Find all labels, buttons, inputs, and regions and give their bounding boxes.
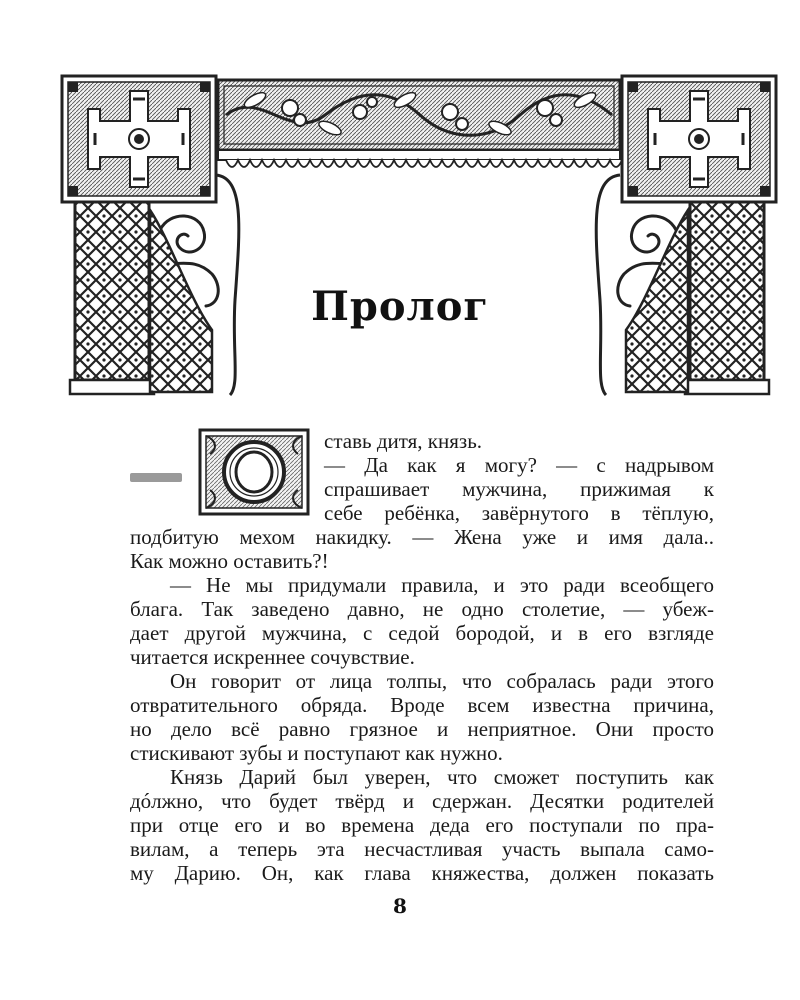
drop-cap-initial: [198, 428, 310, 516]
body-line: му Дарию. Он, как глава княжества, должен показать: [130, 861, 714, 885]
body-line: вилам, а теперь эта несчастливая участь выпала само-: [130, 837, 714, 861]
page-number: 8: [393, 894, 407, 918]
body-line: читается искреннее сочувствие.: [130, 645, 415, 669]
body-line: при отце его и во времена деда его поступали по пра-: [130, 813, 714, 837]
body-line: Как можно оставить?!: [130, 549, 329, 573]
body-line: Князь Дарий был уверен, что сможет поступить как: [170, 765, 714, 789]
body-line: — Да как я могу? — с надрывом: [324, 453, 714, 477]
left-corner-cross-block: [62, 76, 216, 202]
body-line: Он говорит от лица толпы, что собралась ради этого: [170, 669, 714, 693]
body-line: подбитую мехом накидку. — Жена уже и имя дала..: [130, 525, 714, 549]
right-corner-cross-block: [622, 76, 776, 202]
ornamental-arch-frame: [0, 0, 800, 400]
body-line: стискивают зубы и поступают как нужно.: [130, 741, 503, 765]
body-line: отвратительного обряда. Вроде всем известна причина,: [130, 693, 714, 717]
body-line: блага. Так заведено давно, не одно столетие, — убеж-: [130, 597, 714, 621]
chapter-title: Пролог: [311, 283, 489, 330]
body-line: — Не мы придумали правила, и это ради всеобщего: [170, 573, 714, 597]
floral-band: [218, 80, 620, 150]
body-line: спрашивает мужчина, прижимая к: [324, 477, 714, 501]
body-line: дóлжно, что будет твёрд и сдержан. Десятки родителей: [130, 789, 714, 813]
body-line: но дело всё равно грязное и неприятное. Они просто: [130, 717, 714, 741]
dialogue-dash-mark: [130, 473, 182, 482]
body-line: себе ребёнка, завёрнутого в тёплую,: [324, 501, 714, 525]
body-line: дает другой мужчина, с седой бородой, и в его взгляде: [130, 621, 714, 645]
body-line: ставь дитя, князь.: [324, 429, 483, 453]
